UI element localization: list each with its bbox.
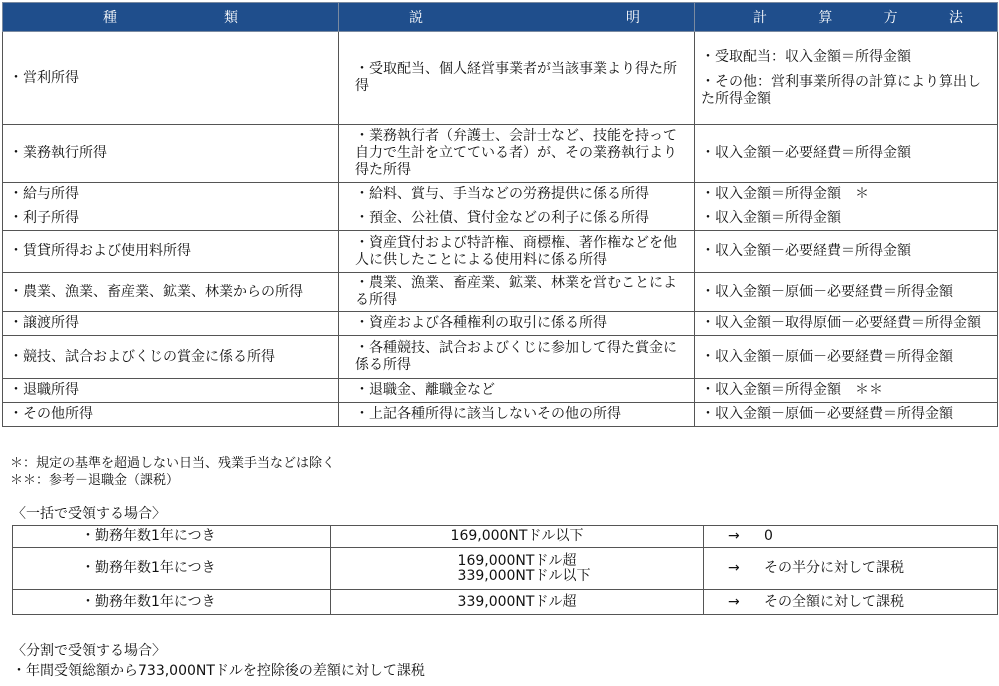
amount-range: 169,000NTドル以下 bbox=[331, 526, 704, 548]
header-type: 種 類 bbox=[3, 3, 339, 32]
income-type: ・給与所得 bbox=[3, 183, 339, 207]
table-row bbox=[3, 336, 998, 379]
table-row bbox=[3, 379, 998, 403]
tax-result: → 0 bbox=[704, 526, 998, 548]
income-type: ・営利所得 bbox=[3, 32, 339, 125]
installment-text: ・年間受領総額から733,000NTドルを控除後の差額に対して課税 bbox=[12, 663, 425, 679]
income-description: ・各種競技、試合およびくじに参加して得た賞金に係る所得 bbox=[339, 336, 695, 379]
table-header-row bbox=[3, 3, 998, 32]
service-years: ・勤務年数1年につき bbox=[13, 548, 331, 590]
right-arrow-icon: → bbox=[728, 528, 740, 544]
amount-range: 339,000NTドル超 bbox=[331, 590, 704, 615]
calc-method: ・収入金額－必要経費＝所得金額 bbox=[695, 125, 998, 183]
table-row bbox=[3, 273, 998, 312]
table-row bbox=[13, 590, 998, 615]
table-row bbox=[13, 526, 998, 548]
right-arrow-icon: → bbox=[728, 593, 740, 610]
header-description: 説 明 bbox=[339, 3, 695, 32]
income-description: ・業務執行者（弁護士、会計士など、技能を持って自力で生計を立てている者）が、その業務執行より得た所得 bbox=[339, 125, 695, 183]
income-description: ・資産貸付および特許権、商標権、著作権などを他人に供したことによる使用料に係る所得 bbox=[339, 231, 695, 273]
calc-method: ・収入金額－取得原価－必要経費＝所得金額 bbox=[695, 312, 998, 336]
income-type: ・その他所得 bbox=[3, 403, 339, 427]
footnote-double-asterisk: ＊＊：参考－退職金（課税） bbox=[10, 473, 180, 488]
tax-result: → その全額に対して課税 bbox=[704, 590, 998, 615]
table-row bbox=[3, 125, 998, 183]
income-type: ・農業、漁業、畜産業、鉱業、林業からの所得 bbox=[3, 273, 339, 312]
header-calculation: 計 算 方 法 bbox=[695, 3, 998, 32]
calc-method: ・収入金額＝所得金額 ＊＊ bbox=[695, 379, 998, 403]
service-years: ・勤務年数1年につき bbox=[13, 590, 331, 615]
income-type: ・利子所得 bbox=[3, 207, 339, 231]
income-description: ・預金、公社債、貸付金などの利子に係る所得 bbox=[339, 207, 695, 231]
income-description: ・給料、賞与、手当などの労務提供に係る所得 bbox=[339, 183, 695, 207]
table-row bbox=[3, 32, 998, 125]
income-description: ・資産および各種権利の取引に係る所得 bbox=[339, 312, 695, 336]
income-description: ・退職金、離職金など bbox=[339, 379, 695, 403]
income-type: ・譲渡所得 bbox=[3, 312, 339, 336]
lump-sum-table bbox=[12, 525, 998, 615]
tax-result: → その半分に対して課税 bbox=[704, 548, 998, 590]
table-row bbox=[3, 183, 998, 207]
income-type-table bbox=[2, 2, 998, 427]
table-row bbox=[3, 312, 998, 336]
table-row bbox=[13, 548, 998, 590]
income-description: ・農業、漁業、畜産業、鉱業、林業を営むことによる所得 bbox=[339, 273, 695, 312]
income-type: ・競技、試合およびくじの賞金に係る所得 bbox=[3, 336, 339, 379]
service-years: ・勤務年数1年につき bbox=[13, 526, 331, 548]
calc-method: ・収入金額－原価－必要経費＝所得金額 bbox=[695, 273, 998, 312]
footnotes bbox=[10, 455, 335, 489]
table-row bbox=[3, 207, 998, 231]
calc-method: ・収入金額＝所得金額 ＊ bbox=[695, 183, 998, 207]
lump-sum-heading: 〈一括で受領する場合〉 bbox=[12, 506, 166, 522]
amount-range: 169,000NTドル超 339,000NTドル以下 bbox=[331, 548, 704, 590]
calc-method: ・収入金額－必要経費＝所得金額 bbox=[695, 231, 998, 273]
calc-method bbox=[695, 32, 998, 125]
calc-line: ・受取配当：収入金額＝所得金額 bbox=[701, 48, 911, 65]
income-type: ・業務執行所得 bbox=[3, 125, 339, 183]
calc-method: ・収入金額＝所得金額 bbox=[695, 207, 998, 231]
income-description: ・受取配当、個人経営事業者が当該事業より得た所得 bbox=[339, 32, 695, 125]
income-type: ・退職所得 bbox=[3, 379, 339, 403]
footnote-single-asterisk: ＊：規定の基準を超過しない日当、残業手当などは除く bbox=[10, 456, 336, 471]
calc-method: ・収入金額－原価－必要経費＝所得金額 bbox=[695, 336, 998, 379]
installment-heading: 〈分割で受領する場合〉 bbox=[12, 643, 166, 659]
table-row bbox=[3, 403, 998, 427]
income-type: ・賃貸所得および使用料所得 bbox=[3, 231, 339, 273]
calc-method: ・収入金額－原価－必要経費＝所得金額 bbox=[695, 403, 998, 427]
right-arrow-icon: → bbox=[728, 560, 740, 576]
calc-line: ・その他：営利事業所得の計算により算出した所得金額 bbox=[701, 73, 981, 107]
income-description: ・上記各種所得に該当しないその他の所得 bbox=[339, 403, 695, 427]
table-row bbox=[3, 231, 998, 273]
